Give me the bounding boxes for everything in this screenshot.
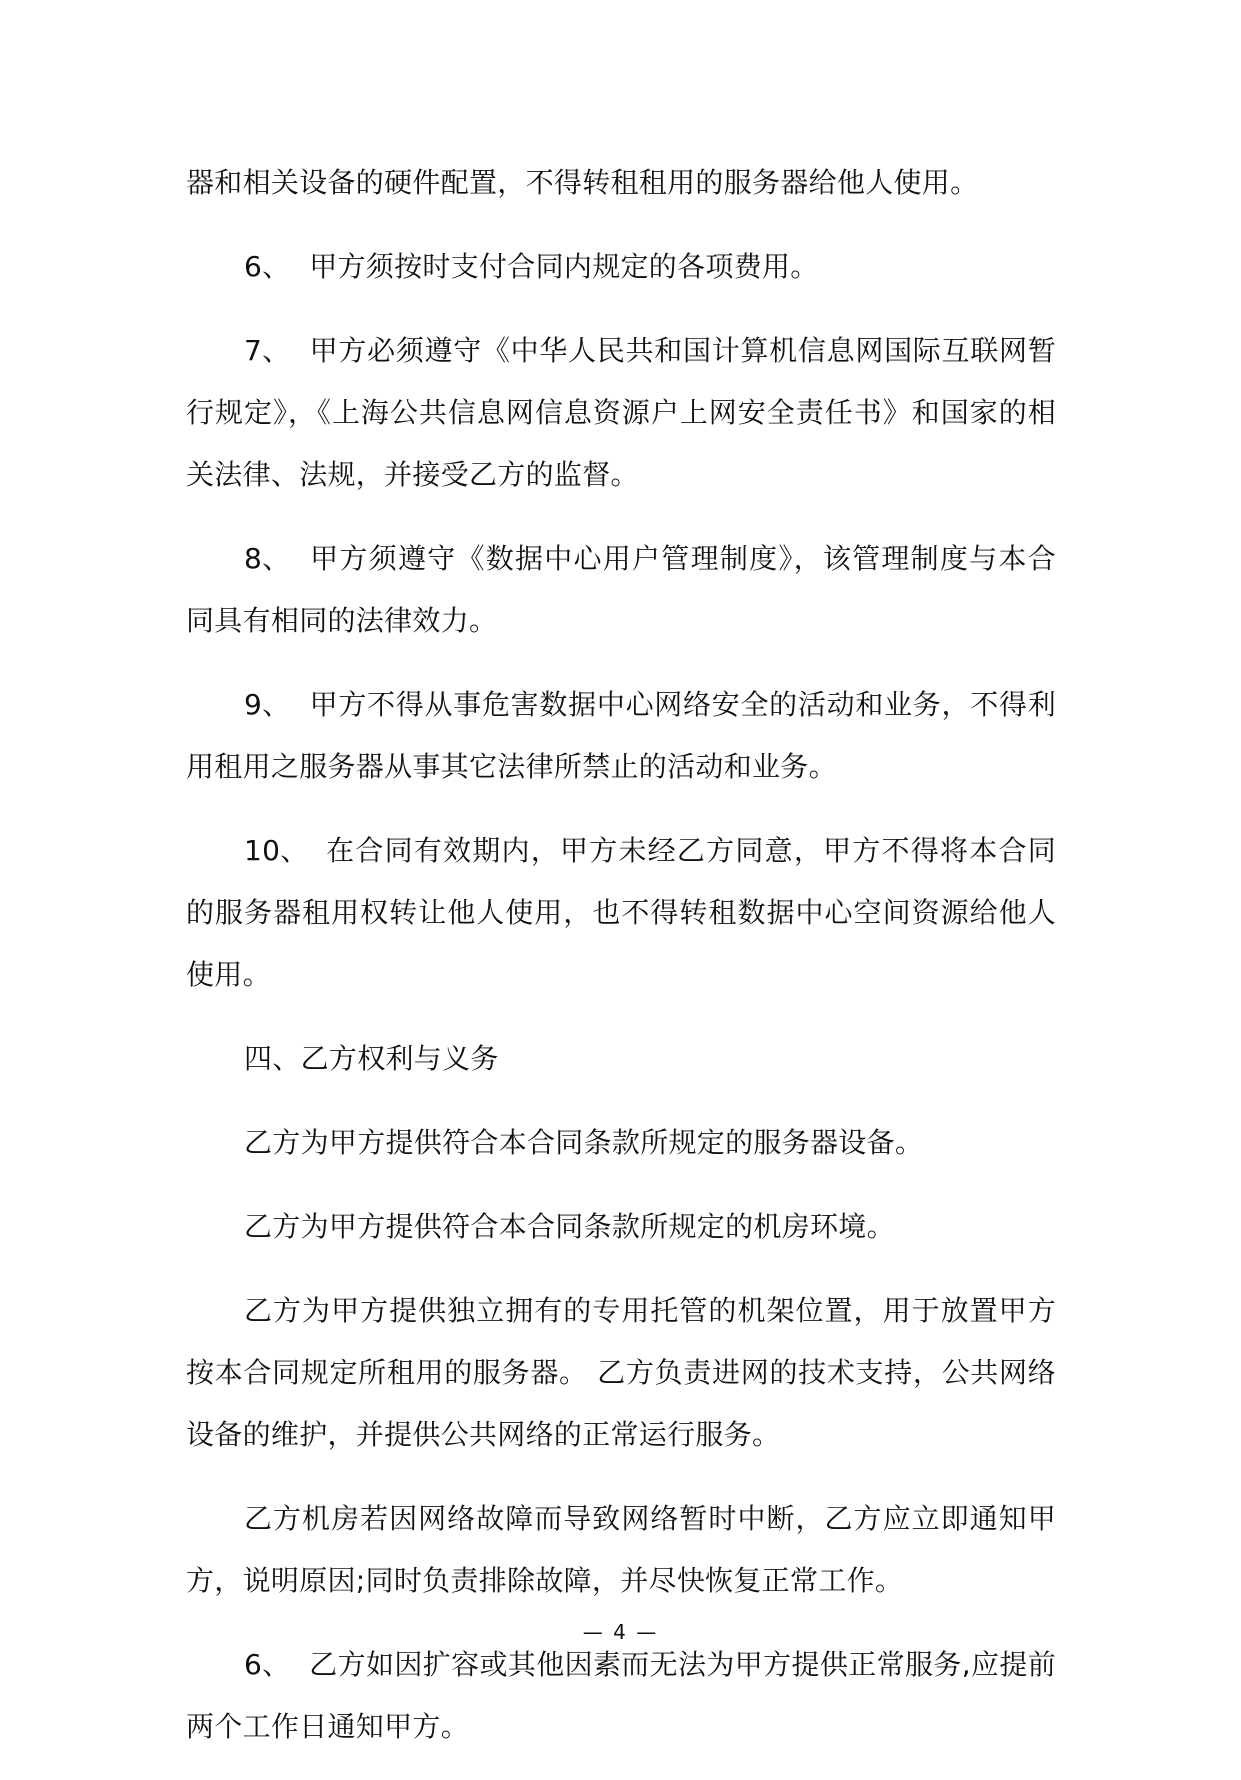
- paragraph-continuation: [186, 152, 1056, 214]
- clause-text: 甲方必须遵守《中华人民共和国计算机信息网国际互联网暂行规定》，《上海公共信息网信息资源户上网安全责任书》和国家的相关法律、法规，并接受乙方的监督。: [186, 334, 1056, 491]
- clause-number: 8、: [244, 542, 291, 575]
- page-number: — 4 —: [582, 1620, 659, 1644]
- clause-text: 在合同有效期内，甲方未经乙方同意，甲方不得将本合同的服务器租用权转让他人使用，也不得转租数据中心空间资源给他人使用。: [186, 834, 1056, 991]
- party-b-equipment: [186, 1112, 1056, 1174]
- clause-text: 甲方须按时支付合同内规定的各项费用。: [309, 250, 819, 283]
- party-b-environment: [186, 1196, 1056, 1258]
- clause-9-security: [186, 674, 1056, 798]
- clause-7-regulations: [186, 320, 1056, 506]
- paragraph-text: 乙方为甲方提供独立拥有的专用托管的机架位置，用于放置甲方按本合同规定所租用的服务器。 乙方负责进网的技术支持，公共网络设备的维护，并提供公共网络的正常运行服务。: [186, 1294, 1056, 1451]
- party-b-rack: [186, 1280, 1056, 1466]
- party-b-network-fault: [186, 1488, 1056, 1612]
- clause-number: 9、: [244, 688, 291, 721]
- clause-text: 甲方不得从事危害数据中心网络安全的活动和业务，不得利用租用之服务器从事其它法律所禁止的活动和业务。: [186, 688, 1056, 783]
- clause-8-management: [186, 528, 1056, 652]
- clause-10-transfer: [186, 820, 1056, 1006]
- paragraph-text: 乙方机房若因网络故障而导致网络暂时中断，乙方应立即通知甲方，说明原因;同时负责排除故障，并尽快恢复正常工作。: [186, 1502, 1056, 1597]
- clause-number: 6、: [244, 250, 291, 283]
- clause-number: 6、: [244, 1648, 291, 1681]
- clause-text: 甲方须遵守《数据中心用户管理制度》，该管理制度与本合同具有相同的法律效力。: [186, 542, 1056, 637]
- paragraph-text: 乙方为甲方提供符合本合同条款所规定的服务器设备。: [244, 1126, 924, 1159]
- paragraph-text: 器和相关设备的硬件配置，不得转租租用的服务器给他人使用。: [186, 166, 979, 199]
- clause-number: 7、: [244, 334, 291, 367]
- clause-number: 10、: [244, 834, 309, 867]
- section-title: 四、乙方权利与义务: [244, 1042, 499, 1075]
- clause-6-payment: [186, 236, 1056, 298]
- party-b-notice: [186, 1634, 1056, 1758]
- clause-text: 乙方如因扩容或其他因素而无法为甲方提供正常服务,应提前两个工作日通知甲方。: [186, 1648, 1056, 1743]
- document-body: [186, 152, 1056, 1780]
- section-heading: [186, 1028, 1056, 1090]
- paragraph-text: 乙方为甲方提供符合本合同条款所规定的机房环境。: [244, 1210, 895, 1243]
